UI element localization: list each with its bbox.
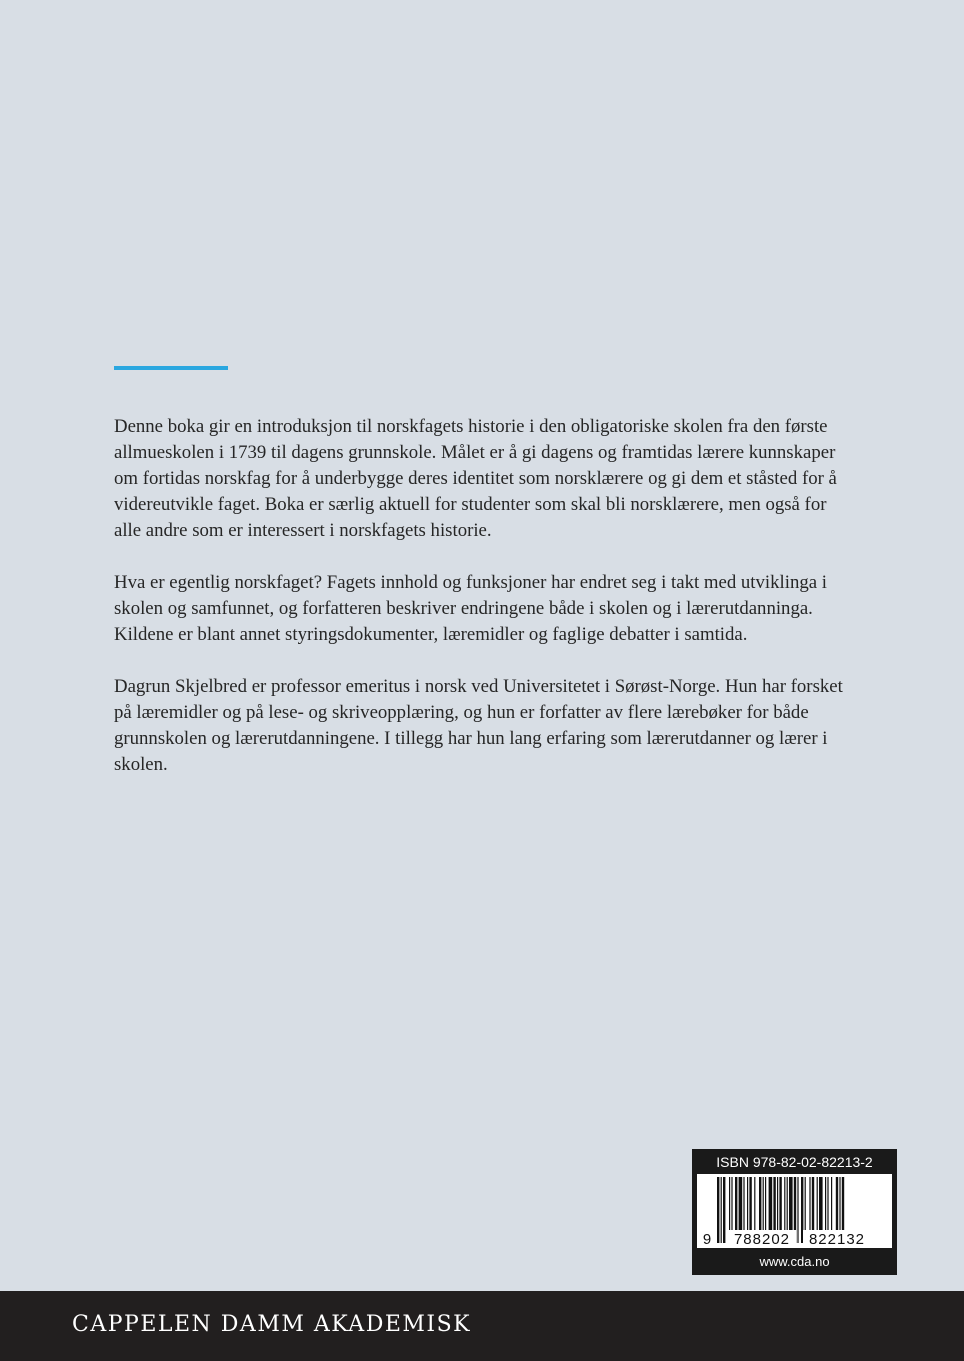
barcode-digits-right: 822132 [808,1231,866,1248]
blurb-paragraph-intro: Denne boka gir en introduksjon til norskfagets historie i den obligatoriske skolen fra den første allmueskolen i 1739 til dagens grunnskole. Målet er å gi dagens og framtidas lærere kunnskaper om fortidas norskfag for å underbygge deres identitet som norsklærere og gi dem et ståsted for å videreutvikle faget. Boka er særlig aktuell for studenter som skal bli norsklærere, men også for alle andre som er interessert i norskfagets historie. [114,416,837,541]
publisher-name: CAPPELEN DAMM AKADEMISK [72,1312,472,1337]
barcode-bar [721,1177,722,1243]
barcode-bar [797,1177,798,1243]
barcode-panel [697,1174,892,1248]
back-cover-blurb [114,414,854,804]
barcode-digits-left: 788202 [733,1231,791,1248]
barcode-bar [723,1177,725,1243]
website-url: www.cda.no [759,1254,830,1269]
publisher-footer [0,1291,964,1361]
blurb-paragraph-author: Dagrun Skjelbred er professor emeritus i norsk ved Universitetet i Sørøst-Norge. Hun har forsket på læremidler og på lese- og skriveopplæring, og hun er forfatter av flere lærebøker for både grunnskolen og lærerutdanningene. I tillegg har hun lang erfaring som lærerutdanner og lærer i skolen. [114,676,843,775]
isbn-label: ISBN 978-82-02-82213-2 [716,1154,873,1170]
barcode-icon [697,1174,892,1248]
barcode-bar [717,1177,719,1243]
barcode-digit-prefix: 9 [702,1231,712,1248]
isbn-barcode-box [692,1149,897,1275]
accent-rule [114,366,228,370]
blurb-paragraph-content: Hva er egentlig norskfaget? Fagets innhold og funksjoner har endret seg i takt med utviklinga i skolen og samfunnet, og forfatteren beskriver endringene både i skolen og i lærerutdanninga. Kildene er blant annet styringsdokumenter, læremidler og faglige debatter i samtida. [114,572,827,645]
